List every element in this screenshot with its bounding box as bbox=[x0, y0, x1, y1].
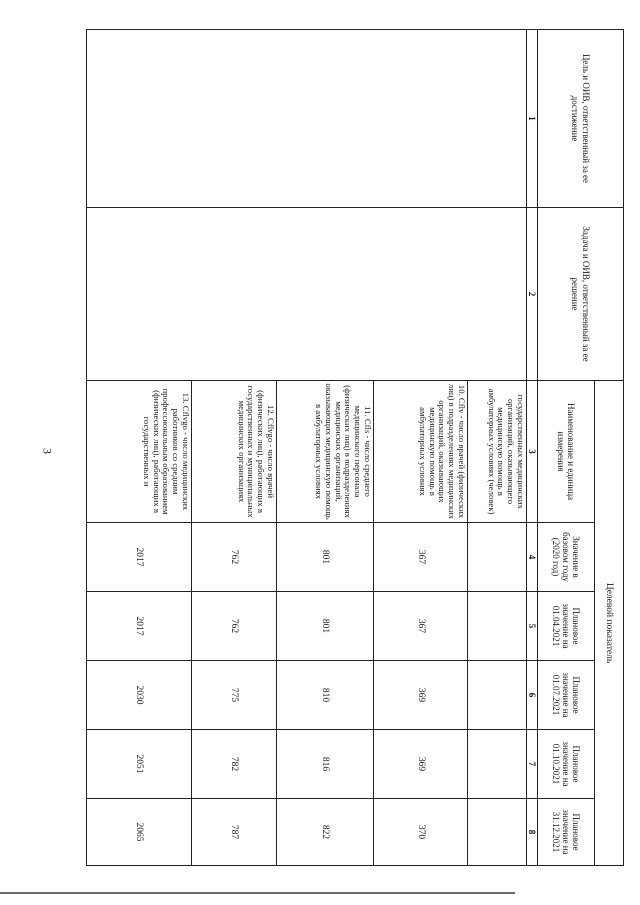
header-task: Задача и ОИВ, ответственный за ее решение bbox=[538, 208, 624, 381]
value-plan-q3: 782 bbox=[191, 730, 276, 799]
value-plan-q1: 801 bbox=[276, 592, 373, 661]
value-plan-q1: 762 bbox=[191, 592, 276, 661]
value-plan-q2: 2030 bbox=[87, 661, 192, 730]
header-row-main bbox=[595, 30, 624, 866]
indicator-name: 13. Cflvgo - число медицинских работников со средним профессиональным образованием (физических лиц), работающих в государственных и bbox=[87, 381, 192, 523]
value-plan-q4 bbox=[467, 799, 526, 866]
column-index: 2 bbox=[526, 208, 537, 381]
value-plan-q1: 2017 bbox=[87, 592, 192, 661]
value-plan-q2: 369 bbox=[373, 661, 467, 730]
value-base bbox=[467, 523, 526, 592]
column-index: 5 bbox=[526, 592, 537, 661]
header-plan-q3: Плановое значение на 01.10.2021 bbox=[538, 730, 595, 799]
indicator-name: 11. Cfls - число среднего медицинского персонала (физических лиц) в подразделениях медицинских организаций, оказывающих медицинскую помощь в амбулаторных условиях bbox=[276, 381, 373, 523]
value-base: 801 bbox=[276, 523, 373, 592]
value-plan-q2 bbox=[467, 661, 526, 730]
header-base-year: Значение в базовом году (2020 год) bbox=[538, 523, 595, 592]
value-plan-q2: 775 bbox=[191, 661, 276, 730]
value-plan-q4: 787 bbox=[191, 799, 276, 866]
header-plan-q1: Плановое значение на 01.04.2021 bbox=[538, 592, 595, 661]
header-plan-q2: Плановое значение на 01.07.2021 bbox=[538, 661, 595, 730]
table-row bbox=[467, 30, 526, 866]
target-indicators-table bbox=[86, 29, 624, 866]
value-plan-q3: 2051 bbox=[87, 730, 192, 799]
header-name-unit: Наименование и единица измерения bbox=[538, 381, 595, 523]
column-index: 7 bbox=[526, 730, 537, 799]
page-number: 3 bbox=[40, 448, 55, 454]
header-plan-q4: Плановое значение на 31.12.2021 bbox=[538, 799, 595, 866]
value-plan-q2: 810 bbox=[276, 661, 373, 730]
value-plan-q3: 816 bbox=[276, 730, 373, 799]
indicator-name: 12. Cflvgo - число врачей (физических лиц), работающих в государственных и муниципальных медицинских организациях bbox=[191, 381, 276, 523]
value-plan-q4: 822 bbox=[276, 799, 373, 866]
target-indicators-table-wrapper bbox=[86, 29, 624, 865]
value-plan-q1 bbox=[467, 592, 526, 661]
task-cell bbox=[87, 208, 527, 381]
value-base: 762 bbox=[191, 523, 276, 592]
column-index: 4 bbox=[526, 523, 537, 592]
indicator-name: 10. Cflv - число врачей (физических лиц) в подразделениях медицинских организаций, оказывающих медицинскую помощь в амбулаторных условиях bbox=[373, 381, 467, 523]
value-plan-q3: 369 bbox=[373, 730, 467, 799]
indicator-name: государственных медицинских организаций, оказывающего медицинскую помощь в амбулаторных условиях (человек) bbox=[467, 381, 526, 523]
goal-cell bbox=[87, 30, 527, 208]
value-plan-q4: 370 bbox=[373, 799, 467, 866]
column-index-row bbox=[526, 30, 537, 866]
value-base: 2017 bbox=[87, 523, 192, 592]
scan-bottom-line bbox=[0, 892, 515, 894]
value-plan-q3 bbox=[467, 730, 526, 799]
value-base: 367 bbox=[373, 523, 467, 592]
column-index: 8 bbox=[526, 799, 537, 866]
value-plan-q1: 367 bbox=[373, 592, 467, 661]
header-goal: Цель и ОИВ, ответственный за ее достижение bbox=[538, 30, 624, 208]
column-index: 3 bbox=[526, 381, 537, 523]
value-plan-q4: 2065 bbox=[87, 799, 192, 866]
header-target-indicator: Целевой показатель bbox=[595, 381, 624, 866]
column-index: 1 bbox=[526, 30, 537, 208]
column-index: 6 bbox=[526, 661, 537, 730]
